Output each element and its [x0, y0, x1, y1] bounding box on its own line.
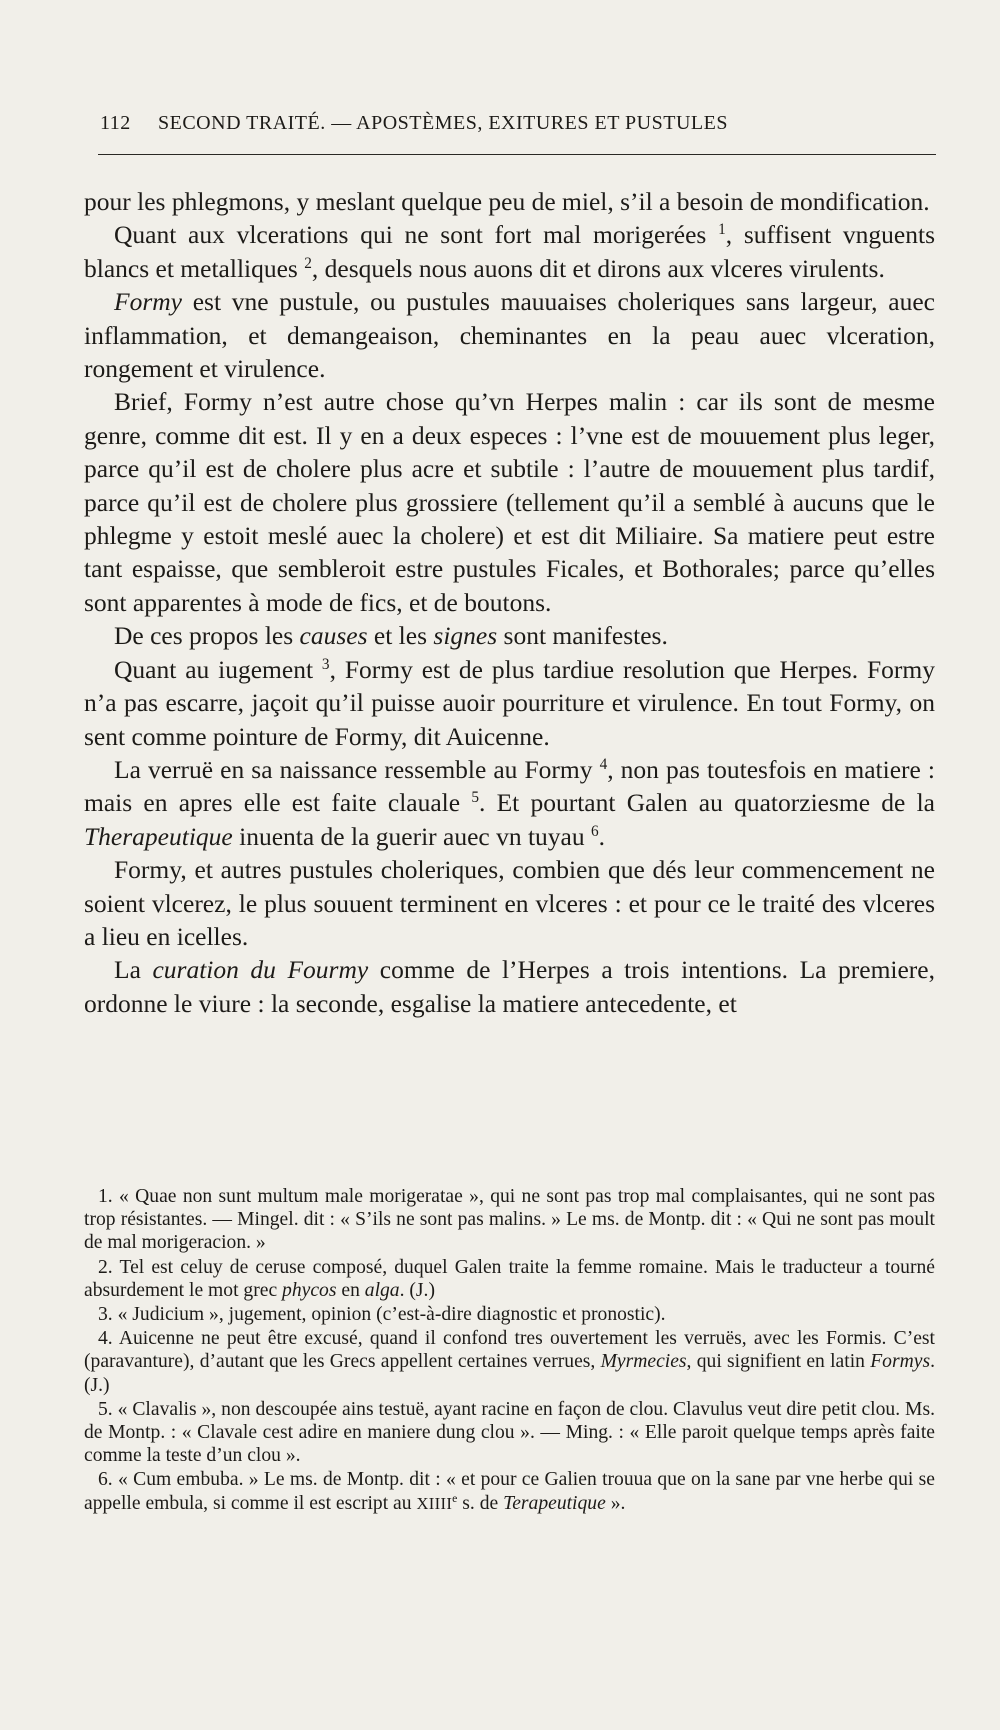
- text-run: s. de: [457, 1492, 504, 1514]
- text-run: et les: [367, 621, 434, 651]
- text-run: Brief, Formy n’est autre chose qu’vn Herpes malin : car ils sont de mesme genre, comme dit est. Il y en a deux especes : l’vne est de mouuement plus leger, parce qu’il est de cholere plus acre et subtile : l’autre de mouuement plus tardif, parce qu’il est de cholere plus grossiere (tellement qu’il a semblé à aucuns que le phlegme y estoit meslé auec la cholere) et est dit Miliaire. Sa matiere peut estre tant espaisse, que sembleroit estre pustules Ficales, et Bothorales; parce qu’elles sont apparentes à mode de fics, et de boutons.: [84, 387, 935, 617]
- header-rule: [98, 154, 936, 155]
- text-run: ».: [605, 1492, 626, 1514]
- text-run: . Et pourtant Galen au quatorziesme de la: [478, 788, 935, 818]
- text-run: , Formy est de plus tardiue resolution que Herpes. Formy n’a pas escarre, jaçoit qu’il puisse auoir pourriture et virulence. En tout Formy, on sent comme pointure de Formy, dit Auicenne.: [84, 654, 935, 751]
- footnote-1: [84, 1185, 935, 1255]
- paragraph-3: [84, 285, 935, 385]
- text-run: 1. « Quae non sunt multum male morigeratae », qui ne sont pas trop mal complaisantes, qui ne sont pas trop résistantes. — Mingel. dit : « S’ils ne sont pas malins. » Le ms. de Montp. dit : « Qui ne sont pas moult de mal morigeracion. »: [84, 1186, 935, 1254]
- footnote-6: [84, 1468, 935, 1514]
- text-run: 6. « Cum embuba. » Le ms. de Montp. dit : « et pour ce Galien trouua que on la sane par vne herbe qui se appelle embula, si comme il est escript au: [84, 1469, 935, 1514]
- footnotes: [84, 1185, 935, 1516]
- text-run: inuenta de la guerir auec vn tuyau: [232, 821, 592, 851]
- text-run: est vne pustule, ou pustules mauuaises choleriques sans largeur, auec inflammation, et demangeaison, cheminantes en la peau auec vlceration, rongement et virulence.: [84, 287, 935, 384]
- italic-term: Formy: [114, 287, 182, 317]
- footnote-ref-5[interactable]: 5: [471, 789, 479, 807]
- footnote-ref-3[interactable]: 3: [321, 655, 330, 673]
- italic-term: causes: [299, 621, 368, 651]
- paragraph-4: [84, 385, 935, 619]
- italic-term: Myrmecies: [600, 1351, 687, 1373]
- italic-term: alga: [364, 1279, 400, 1301]
- footnote-ref-6[interactable]: 6: [591, 822, 599, 840]
- text-run: , suffisent vnguents blancs et metalliques: [84, 220, 936, 283]
- paragraph-8: [84, 853, 935, 953]
- running-header: [100, 112, 938, 135]
- text-run: comme de l’Herpes a trois intentions. La premiere, ordonne le viure : la seconde, esgalise la matiere antecedente, et: [84, 955, 935, 1018]
- page-number: 112: [100, 112, 131, 134]
- text-run: , non pas toutesfois en matiere : mais en apres elle est faite clauale: [84, 754, 935, 818]
- text-run: La: [114, 955, 153, 985]
- italic-term: signes: [433, 621, 498, 651]
- footnote-2: [84, 1256, 935, 1302]
- text-run: . (J.): [399, 1279, 435, 1301]
- text-run: De ces propos les: [114, 621, 300, 651]
- running-title: SECOND TRAITÉ. — APOSTÈMES, EXITURES ET PUSTULES: [158, 112, 728, 134]
- text-run: pour les phlegmons, y meslant quelque peu de miel, s’il a besoin de mondification.: [84, 187, 930, 216]
- text-run: , desquels nous auons dit et dirons aux vlceres virulents.: [311, 253, 885, 283]
- main-text: [84, 185, 935, 1020]
- text-run: . (J.): [84, 1351, 935, 1396]
- paragraph-5: [84, 619, 935, 652]
- italic-term: Terapeutique: [503, 1492, 606, 1514]
- footnote-3: [84, 1303, 935, 1326]
- text-run: 2. Tel est celuy de ceruse composé, duquel Galen traite la femme romaine. Mais le traducteur a tourné absurdement le mot grec: [84, 1256, 935, 1301]
- paragraph-2: [84, 218, 935, 285]
- text-run: en: [336, 1279, 365, 1301]
- italic-term: phycos: [282, 1279, 337, 1301]
- footnote-ref-2[interactable]: 2: [304, 254, 312, 272]
- footnote-5: [84, 1398, 935, 1468]
- superscript: e: [452, 1491, 458, 1505]
- text-run: Quant au iugement: [114, 654, 322, 684]
- text-run: , qui signifient en latin: [686, 1351, 871, 1373]
- text-run: La verruë en sa naissance ressemble au Formy: [114, 754, 600, 784]
- footnote-ref-1[interactable]: 1: [718, 221, 726, 239]
- text-run: sont manifestes.: [497, 621, 668, 651]
- text-run: .: [598, 821, 606, 851]
- italic-term: Formys: [870, 1351, 931, 1373]
- paragraph-6: [84, 653, 935, 753]
- italic-term: Therapeutique: [84, 821, 233, 851]
- text-run: 4. Auicenne ne peut être excusé, quand il confond tres ouvertement les verruës, avec les Formis. C’est (paravanture), d’autant que les Grecs appellent certaines verrues,: [84, 1328, 935, 1373]
- italic-term: curation du Fourmy: [152, 955, 369, 985]
- footnote-4: [84, 1327, 935, 1397]
- paragraph-7: [84, 753, 935, 853]
- text-run: Quant aux vlcerations qui ne sont fort mal morigerées: [114, 220, 719, 250]
- text-run: 5. « Clavalis », non descoupée ains testuë, ayant racine en façon de clou. Clavulus veut dire petit clou. Ms. de Montp. : « Clavale cest adire en maniere dung clou ». — Ming. : « Elle paroit quelque temps après faite comme la teste d’un clou ».: [84, 1398, 935, 1467]
- small-caps-numeral: XIIII: [416, 1493, 453, 1513]
- footnote-ref-4[interactable]: 4: [599, 755, 608, 773]
- text-run: 3. « Judicium », jugement, opinion (c’est-à-dire diagnostic et pronostic).: [98, 1304, 666, 1326]
- paragraph-1: [84, 185, 935, 218]
- text-run: Formy, et autres pustules choleriques, combien que dés leur commencement ne soient vlcerez, le plus souuent terminent en vlceres : et pour ce le traité des vlceres a lieu en icelles.: [84, 855, 935, 951]
- paragraph-9: [84, 953, 935, 1020]
